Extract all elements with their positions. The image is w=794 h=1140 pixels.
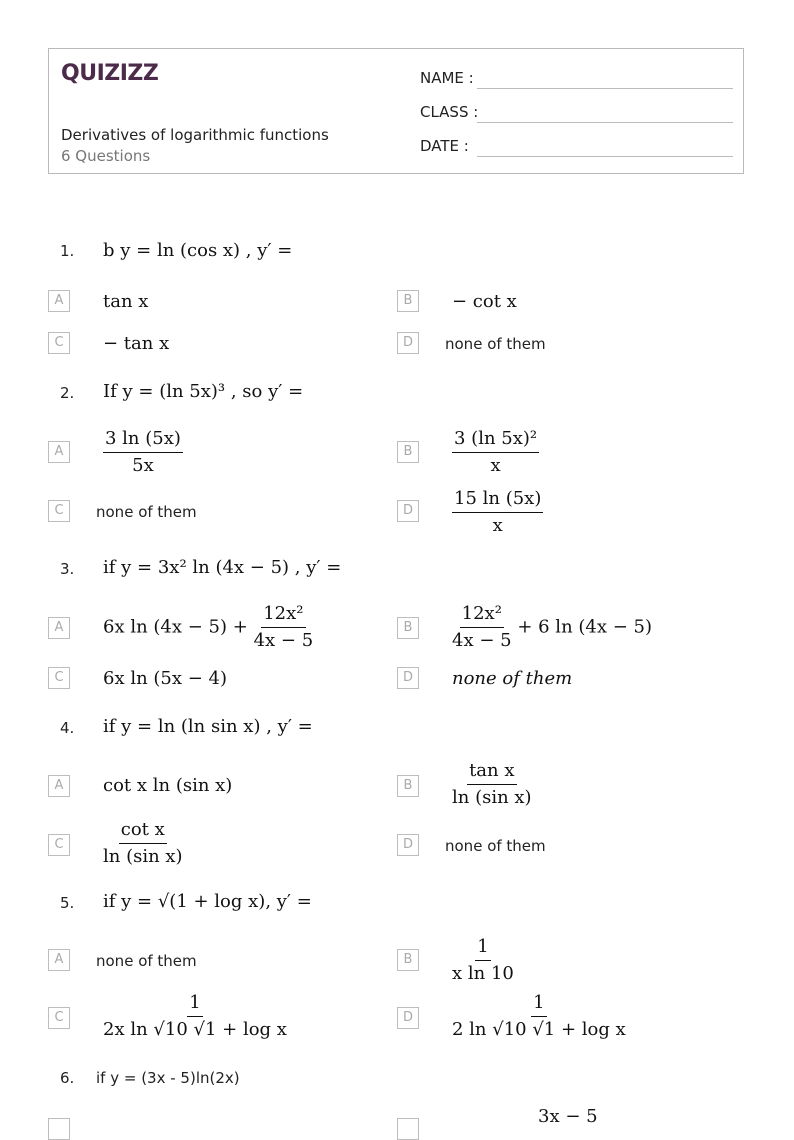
option-c: 6x ln (5x − 4) [103, 668, 228, 689]
question-text: b y = ln (cos x) , y′ = [103, 240, 293, 261]
class-field[interactable]: CLASS : [420, 103, 478, 121]
option-a: cot x ln (sin x) [103, 775, 233, 796]
option-d: $\frac{15 \ln (5x)}{x}$ [454, 488, 542, 536]
question-count: 6 Questions [61, 147, 151, 165]
option-d: $\frac{1}{\text{2 ln √10 √1 + log x}}$ [452, 992, 626, 1040]
name-line [477, 88, 733, 89]
option-d: none of them [445, 335, 546, 353]
option-d: none of them [445, 837, 546, 855]
name-field[interactable]: NAME : [420, 69, 474, 87]
option-b-box[interactable]: B [397, 441, 419, 463]
option-b-box[interactable]: B [397, 617, 419, 639]
option-d-box[interactable]: D [397, 500, 419, 522]
option-a-box[interactable] [48, 1118, 70, 1140]
option-a: 6x ln (4x − 5) + $\frac{\text{12x²}}{4x - 5}$ [103, 603, 314, 651]
option-b-box[interactable]: B [397, 775, 419, 797]
option-c: $\frac{\text{cot x}}{\text{ln (sin x)}}$ [103, 819, 183, 867]
option-c: $\frac{1}{\text{2x ln √10 √1 + log x}}$ [103, 992, 287, 1040]
question-number: 5. [60, 894, 75, 912]
question-number: 6. [60, 1069, 75, 1087]
option-a-box[interactable]: A [48, 775, 70, 797]
option-b-box[interactable] [397, 1118, 419, 1140]
option-c: none of them [96, 503, 197, 521]
option-c: − tan x [103, 333, 170, 354]
question-number: 3. [60, 560, 75, 578]
quizizz-logo: QUIZIZZ [61, 61, 159, 86]
class-line [477, 122, 733, 123]
option-a: none of them [96, 952, 197, 970]
option-d-box[interactable]: D [397, 332, 419, 354]
option-d-box[interactable]: D [397, 834, 419, 856]
option-a-box[interactable]: A [48, 441, 70, 463]
date-field[interactable]: DATE : [420, 137, 469, 155]
option-c-box[interactable]: C [48, 332, 70, 354]
option-a-box[interactable]: A [48, 617, 70, 639]
option-b: $\frac{1}{\text{x ln 10}}$ [452, 936, 514, 984]
option-d-box[interactable]: D [397, 667, 419, 689]
option-c-box[interactable]: C [48, 500, 70, 522]
option-c-box[interactable]: C [48, 834, 70, 856]
option-d: none of them [452, 668, 573, 689]
question-text: if y = (3x - 5)ln(2x) [96, 1069, 240, 1087]
option-a-box[interactable]: A [48, 290, 70, 312]
question-text: if y = 3x² ln (4x − 5) , y′ = [103, 557, 342, 578]
worksheet-title: Derivatives of logarithmic functions [61, 126, 329, 144]
option-c-box[interactable]: C [48, 1007, 70, 1029]
option-b: − cot x [452, 291, 517, 312]
date-line [477, 156, 733, 157]
option-a: tan x [103, 291, 149, 312]
option-b-box[interactable]: B [397, 949, 419, 971]
option-b-box[interactable]: B [397, 290, 419, 312]
option-d-box[interactable]: D [397, 1007, 419, 1029]
option-b: $\frac{\text{12x²}}{4x - 5}$ + 6 ln (4x − 5) [452, 603, 653, 651]
option-c-box[interactable]: C [48, 667, 70, 689]
worksheet-header [48, 48, 744, 174]
question-number: 1. [60, 242, 75, 260]
option-b: $\frac{\text{tan x}}{\text{ln (sin x)}}$ [452, 760, 532, 808]
question-text: if y = √(1 + log x), y′ = [103, 891, 312, 912]
option-a-box[interactable]: A [48, 949, 70, 971]
question-number: 2. [60, 384, 75, 402]
question-number: 4. [60, 719, 75, 737]
option-b-numerator: 3x − 5 [538, 1106, 598, 1127]
option-a: $\frac{3 \ln (5x)}{5x}$ [105, 428, 181, 476]
question-text: If y = (ln 5x)³ , so y′ = [103, 381, 304, 402]
option-b: $\frac{\text{3 (ln 5x)²}}{x}$ [454, 428, 538, 476]
question-text: if y = ln (ln sin x) , y′ = [103, 716, 313, 737]
